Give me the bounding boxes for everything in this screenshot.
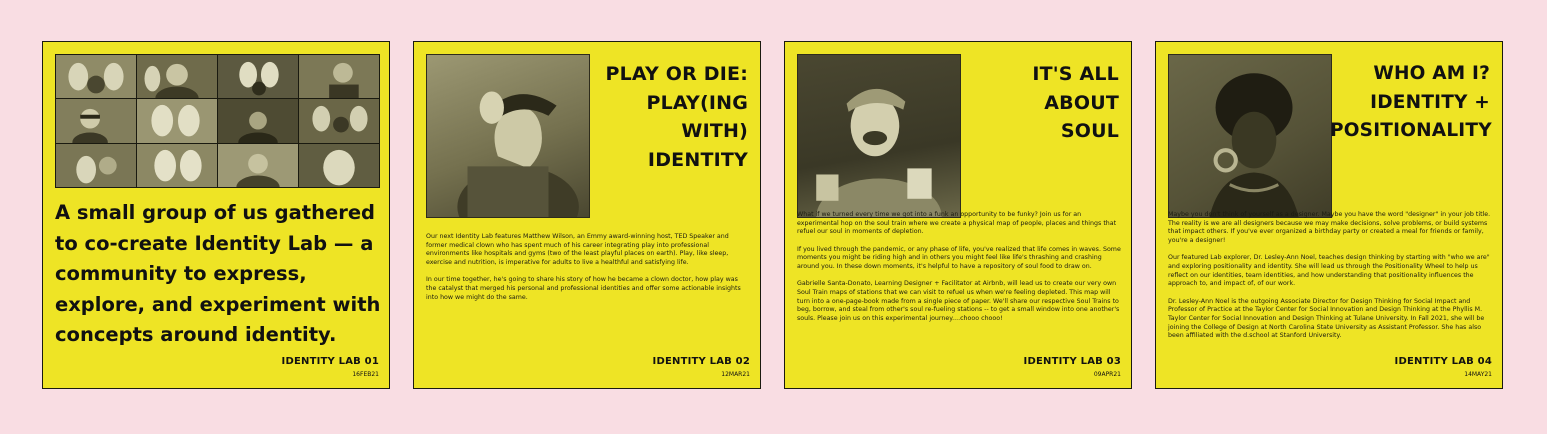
title-line: WHO AM I? (1373, 63, 1490, 84)
lab-number-label: IDENTITY LAB 04 (1394, 356, 1492, 367)
lab-date: 12MAR21 (721, 371, 750, 378)
paragraph: In our time together, he's going to share his story of how he became a clown doctor, how play was the catalyst that merged his personal and professional identities and offer some actionable insights into how we might do the same. (426, 276, 741, 301)
title-line: IT'S ALL (1032, 63, 1119, 85)
lab-number-label: IDENTITY LAB 02 (652, 356, 750, 367)
lab-number-label: IDENTITY LAB 03 (1023, 356, 1121, 367)
paragraph: If you lived through the pandemic, or any phase of life, you've realized that life comes in waves. Some moments you might be riding high and in others you might feel like life's thrashing and crashing around you. In these down moments, it's helpful to have a repository of soul food to draw on. (797, 245, 1121, 271)
lab-number-label: IDENTITY LAB 01 (281, 356, 379, 367)
speaker-photo (1168, 54, 1332, 218)
participant-tile (56, 55, 136, 98)
participant-tile (299, 55, 379, 98)
card-description (426, 233, 750, 311)
participant-tile (299, 144, 379, 187)
title-line: PLAY(ING (646, 91, 748, 114)
speaker-photo (797, 54, 961, 218)
participant-tile (137, 55, 217, 98)
identity-lab-03-card (784, 41, 1132, 389)
card-description (1168, 211, 1492, 350)
lab-date: 14MAY21 (1464, 371, 1492, 378)
paragraph: Maybe you don't think of yourself as a designer. Maybe you have the word "designer" in your job title. The reality is we are all designers because we may make decisions, solve problems, or build systems that impact others. If you've ever organized a birthday party or created a meal for friends or family, you're a designer! (1168, 211, 1491, 245)
title-line: SOUL (1060, 120, 1119, 142)
title-line: IDENTITY (647, 148, 748, 171)
participant-tile (299, 99, 379, 142)
card-title (1330, 60, 1490, 146)
title-line: ABOUT (1044, 91, 1119, 114)
paragraph: What if we turned every time we got into a funk an opportunity to be funky? Join us for an experimental hop on the soul train where we create a physical map of people, places and things that refuel our soul in moments of depletion. (797, 211, 1117, 236)
card-title (969, 60, 1119, 146)
lab-date: 16FEB21 (352, 371, 379, 378)
title-line: IDENTITY + (1370, 91, 1490, 113)
title-line: PLAY OR DIE: (605, 63, 748, 85)
title-line: POSITIONALITY (1330, 120, 1492, 141)
lab-date: 09APR21 (1093, 371, 1121, 378)
card-description (797, 211, 1121, 332)
identity-lab-04-card (1155, 41, 1503, 389)
paragraph: Our next Identity Lab features Matthew Wilson, an Emmy award-winning host, TED Speaker and former medical clown who has spent much of his career integrating play into professional environments like hospitals and gyms (two of the least playful places on earth). Play, like sleep, exercise and nutrition, is imperative for adults to live a healthful and satisfying life. (426, 233, 729, 267)
speaker-photo (426, 54, 590, 218)
paragraph: Gabrielle Santa-Donato, Learning Designer + Facilitator at Airbnb, will lead us to create our very own Soul Train maps of stations that we can visit to refuel us when we're feeling depleted. This map will turn into a one-page-book made from a single piece of paper. We'll share our respective Soul Trains to beg, borrow, and steal from other's soul re-fueling stations -- to get a small window into one another's souls. Please join us on this experimental journey....chooo chooo! (797, 280, 1120, 323)
title-line: WITH) (681, 120, 748, 142)
identity-lab-02-card (413, 41, 761, 389)
participant-tile (218, 99, 298, 142)
participant-tile (56, 144, 136, 187)
card-headline: A small group of us gathered to co-create Identity Lab — a community to express, explore, and experiment with concepts around identity. (55, 201, 381, 346)
card-title (598, 60, 748, 174)
participant-tile (137, 144, 217, 187)
paragraph: Our featured Lab explorer, Dr. Lesley-Ann Noel, teaches design thinking by starting with "who we are" and exploring positionality and identity. She will lead us through the Positionality Wheel to help us reflect on our identities, team identities, and how understanding that positionality influences the approach to, and impact of, of our work. (1168, 254, 1490, 288)
participant-tile (137, 99, 217, 142)
identity-lab-01-card (42, 41, 390, 389)
participant-tile (218, 144, 298, 187)
participant-tile (56, 99, 136, 142)
video-call-collage-photo (55, 54, 380, 188)
participant-tile (218, 55, 298, 98)
paragraph: Dr. Lesley-Ann Noel is the outgoing Associate Director for Design Thinking for Social Impact and Professor of Practice at the Taylor Center for Social Innovation and Design Thinking at the Phyllis M. Taylor Center for Social Innovation and Design Thinking at Tulane University. In Fall 2021, she will be joining the College of Design at North Carolina State University as Assistant Professor. She has also been affiliated with the d.school at Stanford University. (1168, 297, 1485, 340)
